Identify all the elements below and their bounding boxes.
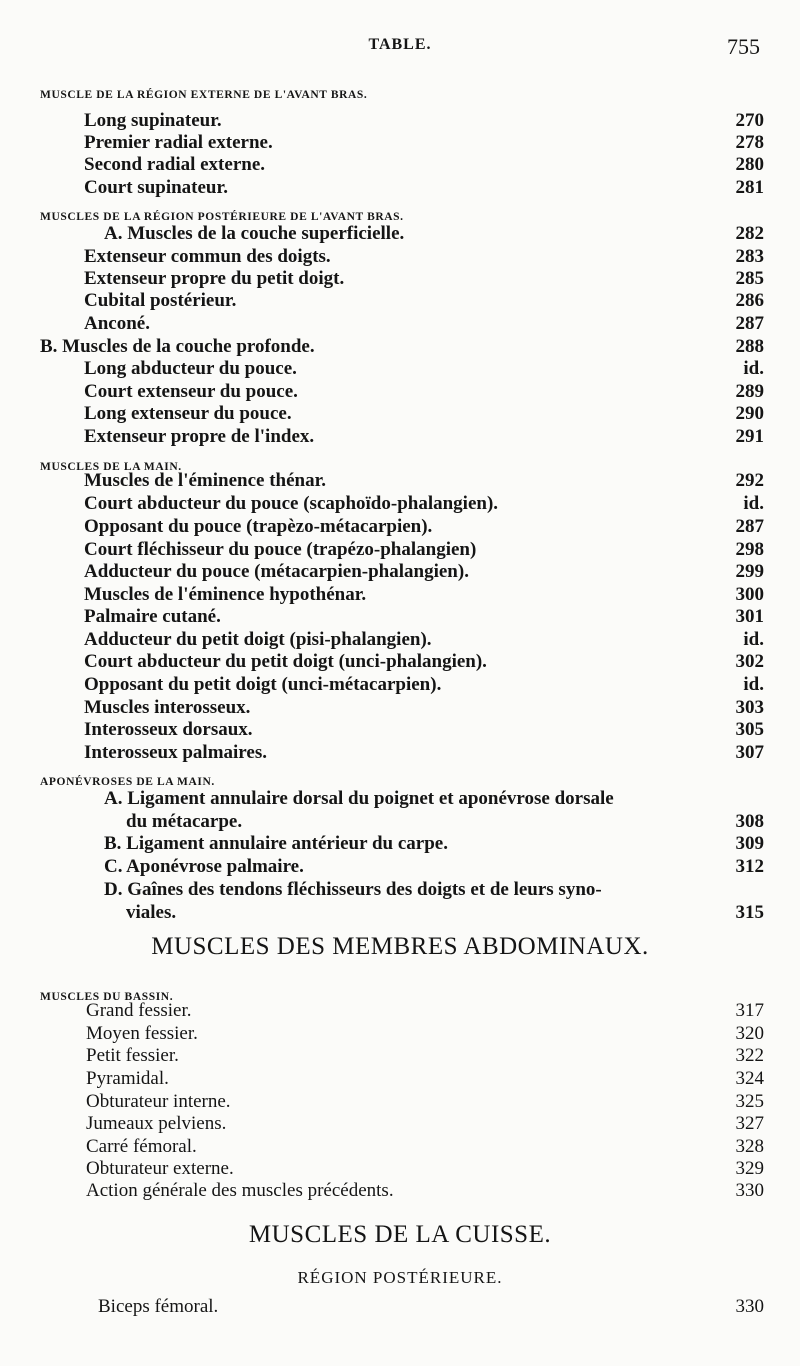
entry-label: Court abducteur du pouce (scaphoïdo-phalangien). bbox=[84, 493, 499, 514]
entry-page-number: 283 bbox=[735, 246, 764, 267]
toc-entry bbox=[0, 788, 800, 810]
toc-entry bbox=[0, 902, 800, 924]
entry-label: Action générale des muscles précédents. bbox=[86, 1180, 394, 1201]
entry-label: Jumeaux pelviens. bbox=[86, 1113, 227, 1134]
entry-page-number: 302 bbox=[735, 651, 764, 672]
toc-entry bbox=[0, 1023, 800, 1045]
entry-label: C. Aponévrose palmaire. bbox=[104, 856, 304, 877]
toc-entry bbox=[0, 584, 800, 606]
toc-entry bbox=[0, 358, 800, 380]
entry-label: A. Ligament annulaire dorsal du poignet et aponévrose dorsale bbox=[104, 788, 614, 809]
entry-label: Second radial externe. bbox=[84, 154, 266, 175]
toc-entry bbox=[0, 1068, 800, 1090]
entry-label: Carré fémoral. bbox=[86, 1136, 197, 1157]
heading-text: MUSCLES DE LA MAIN. bbox=[40, 461, 182, 473]
entry-label: Cubital postérieur. bbox=[84, 290, 237, 311]
entry-label: Muscles de l'éminence thénar. bbox=[84, 470, 327, 491]
entry-page-number: 278 bbox=[735, 132, 764, 153]
toc-entry bbox=[0, 1045, 800, 1067]
heading-text: MUSCLES DE LA CUISSE. bbox=[248, 1221, 552, 1248]
entry-page-number: 309 bbox=[735, 833, 764, 854]
page-number: 755 bbox=[727, 34, 760, 59]
entry-page-number: 312 bbox=[735, 856, 764, 877]
toc-entry bbox=[0, 403, 800, 425]
entry-label: Moyen fessier. bbox=[86, 1023, 198, 1044]
toc-entry bbox=[0, 470, 800, 492]
entry-label: Long abducteur du pouce. bbox=[84, 358, 297, 379]
entry-label: B. Muscles de la couche profonde. bbox=[40, 336, 315, 357]
entry-page-number: id. bbox=[743, 358, 764, 379]
entry-page-number: 325 bbox=[735, 1091, 764, 1112]
entry-label: viales. bbox=[126, 902, 177, 923]
entry-label: Palmaire cutané. bbox=[84, 606, 221, 627]
entry-page-number: 300 bbox=[735, 584, 764, 605]
toc-entry bbox=[0, 1000, 800, 1022]
entry-label: Adducteur du petit doigt (pisi-phalangien). bbox=[84, 629, 432, 650]
entry-page-number: 324 bbox=[735, 1068, 764, 1089]
entry-page-number: 305 bbox=[735, 719, 764, 740]
heading-text: MUSCLES DES MEMBRES ABDOMINAUX. bbox=[151, 933, 649, 960]
entry-label: A. Muscles de la couche superficielle. bbox=[104, 223, 405, 244]
entry-label: Muscles interosseux. bbox=[84, 697, 251, 718]
entry-page-number: 281 bbox=[735, 177, 764, 198]
toc-entry bbox=[0, 742, 800, 764]
running-title: TABLE. bbox=[368, 36, 432, 53]
entry-page-number: 327 bbox=[735, 1113, 764, 1134]
toc-entry bbox=[0, 290, 800, 312]
toc-entry bbox=[0, 606, 800, 628]
entry-label: Interosseux palmaires. bbox=[84, 742, 267, 763]
entry-label: Petit fessier. bbox=[86, 1045, 179, 1066]
toc-entry bbox=[0, 336, 800, 358]
toc-entry bbox=[0, 1113, 800, 1135]
entry-page-number: 298 bbox=[735, 539, 764, 560]
toc-entry bbox=[0, 1091, 800, 1113]
entry-label: Opposant du petit doigt (unci-métacarpien). bbox=[84, 674, 442, 695]
toc-entry bbox=[0, 1296, 800, 1318]
entry-label: Long extenseur du pouce. bbox=[84, 403, 292, 424]
entry-page-number: 328 bbox=[735, 1136, 764, 1157]
entry-page-number: id. bbox=[743, 493, 764, 514]
chapter-title bbox=[0, 1221, 800, 1248]
entry-label: B. Ligament annulaire antérieur du carpe. bbox=[104, 833, 448, 854]
entry-page-number: 329 bbox=[735, 1158, 764, 1179]
subsection-title bbox=[0, 1267, 800, 1289]
entry-label: Pyramidal. bbox=[86, 1068, 169, 1089]
entry-page-number: 282 bbox=[735, 223, 764, 244]
entry-page-number: 289 bbox=[735, 381, 764, 402]
toc-entry bbox=[0, 1136, 800, 1158]
toc-entry bbox=[0, 629, 800, 651]
toc-entry bbox=[0, 493, 800, 515]
toc-entry bbox=[0, 856, 800, 878]
chapter-title bbox=[0, 933, 800, 960]
toc-entry bbox=[0, 697, 800, 719]
toc-entry bbox=[0, 1158, 800, 1180]
toc-entry bbox=[0, 246, 800, 268]
toc-entry bbox=[0, 381, 800, 403]
entry-page-number: 292 bbox=[735, 470, 764, 491]
toc-entry bbox=[0, 223, 800, 245]
entry-label: Long supinateur. bbox=[84, 110, 222, 131]
entry-page-number: 288 bbox=[735, 336, 764, 357]
entry-page-number: 270 bbox=[735, 110, 764, 131]
entry-label: Court supinateur. bbox=[84, 177, 228, 198]
entry-page-number: 286 bbox=[735, 290, 764, 311]
entry-page-number: 320 bbox=[735, 1023, 764, 1044]
entry-page-number: 287 bbox=[735, 516, 764, 537]
entry-page-number: 299 bbox=[735, 561, 764, 582]
toc-entry bbox=[0, 313, 800, 335]
entry-page-number: 285 bbox=[735, 268, 764, 289]
heading-text: MUSCLE DE LA RÉGION EXTERNE DE L'AVANT BRAS. bbox=[40, 89, 368, 101]
entry-label: Extenseur propre de l'index. bbox=[84, 426, 315, 447]
entry-page-number: 301 bbox=[735, 606, 764, 627]
entry-page-number: 317 bbox=[735, 1000, 764, 1021]
page-header bbox=[0, 34, 800, 64]
toc-entry bbox=[0, 879, 800, 901]
entry-label: Court extenseur du pouce. bbox=[84, 381, 298, 402]
entry-page-number: 280 bbox=[735, 154, 764, 175]
entry-page-number: 307 bbox=[735, 742, 764, 763]
toc-entry bbox=[0, 561, 800, 583]
heading-text: APONÉVROSES DE LA MAIN. bbox=[40, 776, 215, 788]
entry-label: du métacarpe. bbox=[126, 811, 243, 832]
entry-label: Court fléchisseur du pouce (trapézo-phalangien) bbox=[84, 539, 477, 560]
entry-label: Grand fessier. bbox=[86, 1000, 192, 1021]
toc-entry bbox=[0, 110, 800, 132]
entry-page-number: id. bbox=[743, 674, 764, 695]
entry-page-number: 303 bbox=[735, 697, 764, 718]
entry-page-number: id. bbox=[743, 629, 764, 650]
toc-entry bbox=[0, 651, 800, 673]
heading-text: MUSCLES DU BASSIN. bbox=[40, 991, 174, 1003]
entry-page-number: 290 bbox=[735, 403, 764, 424]
entry-label: Anconé. bbox=[84, 313, 150, 334]
entry-label: Premier radial externe. bbox=[84, 132, 273, 153]
toc-entry bbox=[0, 539, 800, 561]
entry-label: Extenseur propre du petit doigt. bbox=[84, 268, 345, 289]
toc-entry bbox=[0, 426, 800, 448]
entry-label: Obturateur interne. bbox=[86, 1091, 231, 1112]
entry-label: Adducteur du pouce (métacarpien-phalangien). bbox=[84, 561, 469, 582]
entry-label: Extenseur commun des doigts. bbox=[84, 246, 331, 267]
section-heading bbox=[0, 84, 800, 106]
toc-entry bbox=[0, 833, 800, 855]
entry-page-number: 291 bbox=[735, 426, 764, 447]
entry-page-number: 308 bbox=[735, 811, 764, 832]
toc-entry bbox=[0, 132, 800, 154]
entry-label: D. Gaînes des tendons fléchisseurs des doigts et de leurs syno- bbox=[104, 879, 602, 900]
toc-entry bbox=[0, 268, 800, 290]
entry-page-number: 330 bbox=[735, 1180, 764, 1201]
entry-label: Opposant du pouce (trapèzo-métacarpien). bbox=[84, 516, 433, 537]
toc-entry bbox=[0, 674, 800, 696]
toc-entry bbox=[0, 154, 800, 176]
entry-label: Court abducteur du petit doigt (unci-phalangien). bbox=[84, 651, 487, 672]
toc-entry bbox=[0, 516, 800, 538]
toc-entry bbox=[0, 1180, 800, 1202]
heading-text: MUSCLES DE LA RÉGION POSTÉRIEURE DE L'AVANT BRAS. bbox=[40, 211, 404, 223]
entry-label: Interosseux dorsaux. bbox=[84, 719, 253, 740]
entry-page-number: 330 bbox=[735, 1296, 764, 1317]
toc-entry bbox=[0, 719, 800, 741]
entry-label: Obturateur externe. bbox=[86, 1158, 234, 1179]
entry-label: Muscles de l'éminence hypothénar. bbox=[84, 584, 367, 605]
entry-page-number: 287 bbox=[735, 313, 764, 334]
entry-page-number: 322 bbox=[735, 1045, 764, 1066]
entry-page-number: 315 bbox=[735, 902, 764, 923]
toc-entry bbox=[0, 177, 800, 199]
toc-entry bbox=[0, 811, 800, 833]
entry-label: Biceps fémoral. bbox=[98, 1296, 219, 1317]
heading-text: RÉGION POSTÉRIEURE. bbox=[297, 1268, 503, 1287]
